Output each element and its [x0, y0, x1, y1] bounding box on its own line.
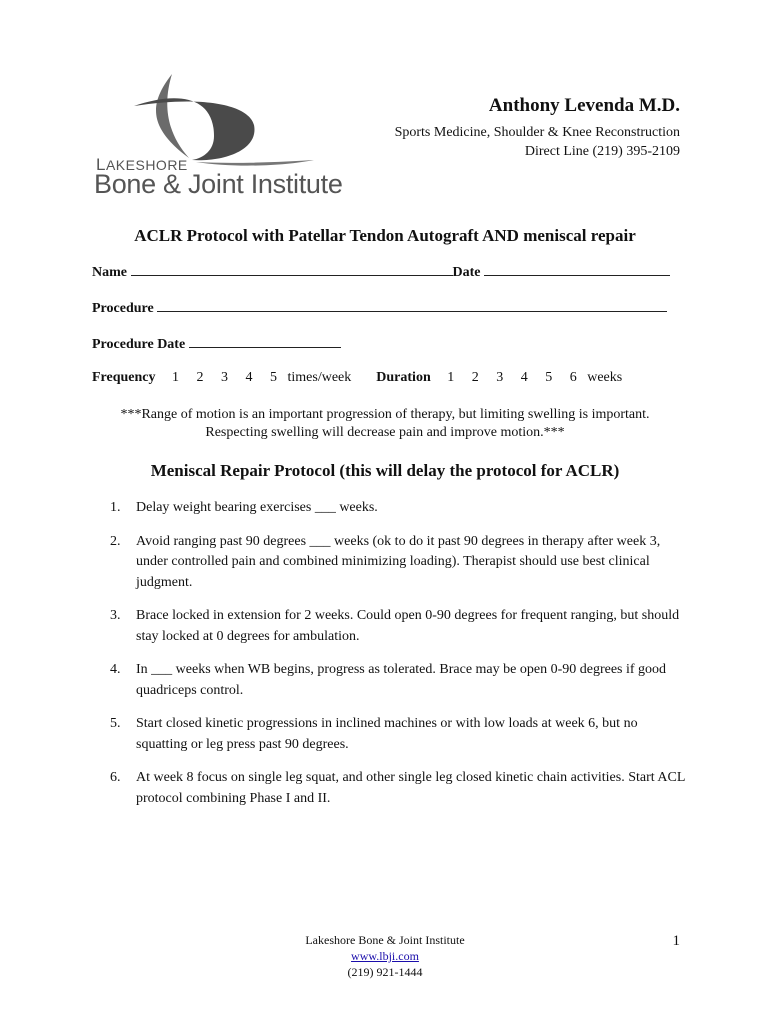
item-number: 5. [110, 716, 121, 731]
note-line: Respecting swelling will decrease pain and improve motion.*** [205, 425, 565, 440]
footer-website-link[interactable]: www.lbji.com [351, 949, 419, 963]
section-title: Meniscal Repair Protocol (this will delay the protocol for ACLR) [150, 461, 620, 480]
item-number: 2. [110, 533, 121, 549]
item-text: Start closed kinetic progressions in inclined machines or with low loads at week 6, but no squatting or leg press past 90 degrees. [136, 716, 638, 752]
footer-org: Lakeshore Bone & Joint Institute [305, 933, 465, 947]
list-item [110, 606, 690, 647]
footer-phone: (219) 921-1444 [347, 965, 423, 979]
item-number: 4. [110, 662, 121, 677]
frequency-duration-row [92, 370, 622, 386]
physician-specialty: Sports Medicine, Shoulder & Knee Reconstruction [394, 125, 680, 140]
duration-option[interactable]: 4 [520, 370, 528, 385]
institute-logo [92, 70, 382, 205]
date-field[interactable] [484, 263, 670, 276]
duration-unit: weeks [587, 370, 623, 385]
note-line: ***Range of motion is an important progression of therapy, but limiting swelling is important. [120, 407, 650, 422]
frequency-option[interactable]: 2 [196, 370, 204, 385]
swelling-note [0, 406, 770, 442]
procedure-date-row [92, 335, 341, 353]
physician-header [395, 95, 680, 161]
logo-big-text: Bone & Joint Institute [94, 169, 343, 199]
procedure-date-label: Procedure Date [92, 337, 186, 352]
duration-option[interactable]: 3 [496, 370, 504, 385]
frequency-option[interactable]: 4 [245, 370, 253, 385]
logo-small-text: LAKESHORE [96, 155, 188, 174]
frequency-option[interactable]: 3 [221, 370, 229, 385]
frequency-option[interactable]: 5 [270, 370, 278, 385]
duration-option[interactable]: 5 [545, 370, 553, 385]
list-item [110, 660, 690, 701]
item-text: Brace locked in extension for 2 weeks. Could open 0-90 degrees for frequent ranging, but should stay locked at 0 degrees for ambulation. [136, 608, 680, 644]
frequency-option[interactable]: 1 [172, 370, 180, 385]
duration-label: Duration [376, 370, 431, 385]
name-field[interactable] [131, 263, 453, 276]
list-item [110, 768, 690, 809]
procedure-row [92, 299, 667, 317]
item-text: At week 8 focus on single leg squat, and other single leg closed kinetic chain activities. Start ACL protocol combining Phase I and II. [136, 770, 685, 806]
duration-option[interactable]: 6 [569, 370, 577, 385]
physician-name: Anthony Levenda M.D. [488, 95, 680, 116]
procedure-field[interactable] [157, 299, 667, 312]
item-number: 3. [110, 608, 121, 623]
name-label: Name [92, 265, 127, 280]
item-text: Avoid ranging past 90 degrees ___ weeks (ok to do it past 90 degrees in therapy after week 3, under controlled pain and combined minimizing loading). Therapist should use best clinical judgment. [136, 533, 661, 590]
date-label: Date [452, 265, 481, 280]
physician-phone: Direct Line (219) 395-2109 [524, 144, 680, 159]
list-item [110, 532, 690, 594]
name-date-row [92, 263, 670, 281]
list-item [110, 498, 690, 519]
frequency-unit: times/week [287, 370, 352, 385]
page-footer [0, 932, 770, 980]
document-title: ACLR Protocol with Patellar Tendon Autograft AND meniscal repair [134, 226, 636, 245]
protocol-list [110, 498, 690, 822]
item-text: Delay weight bearing exercises ___ weeks. [136, 500, 378, 515]
list-item [110, 714, 690, 755]
duration-option[interactable]: 1 [447, 370, 455, 385]
item-text: In ___ weeks when WB begins, progress as tolerated. Brace may be open 0-90 degrees if good quadriceps control. [136, 662, 667, 698]
item-number: 6. [110, 770, 121, 785]
procedure-date-field[interactable] [189, 335, 341, 348]
item-number: 1. [110, 500, 121, 515]
duration-option[interactable]: 2 [471, 370, 479, 385]
frequency-label: Frequency [92, 370, 156, 385]
page-number: 1 [672, 933, 680, 949]
procedure-label: Procedure [92, 301, 154, 316]
